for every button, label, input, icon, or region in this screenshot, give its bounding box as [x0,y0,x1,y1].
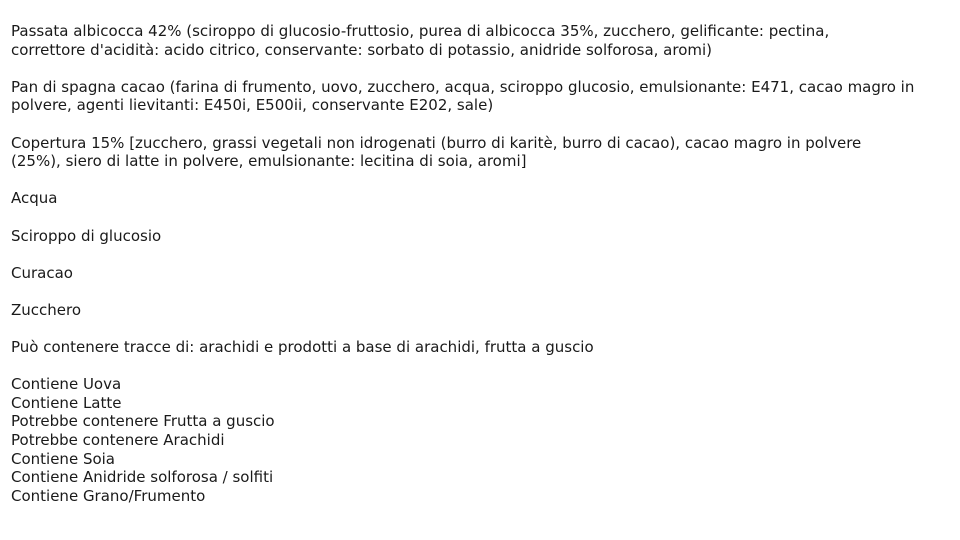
text-line: correttore d'acidità: acido citrico, conservante: sorbato di potassio, anidride solforosa, aromi) [11,40,713,59]
text-line: Zucchero [11,300,82,319]
ingredient-apricot-puree [11,22,951,59]
text-line: Può contenere tracce di: arachidi e prodotti a base di arachidi, frutta a guscio [11,338,594,357]
text-line: Acqua [11,189,58,208]
text-line: Pan di spagna cacao (farina di frumento, uovo, zucchero, acqua, sciroppo glucosio, emulsionante: E471, cacao magro in [11,77,915,96]
ingredient-water [11,189,951,208]
text-line: (25%), siero di latte in polvere, emulsionante: lecitina di soia, aromi] [11,152,527,171]
allergen-item: Contiene Anidride solforosa / solfiti [11,468,274,487]
text-line: Copertura 15% [zucchero, grassi vegetali non idrogenati (burro di karitè, burro di cacao), cacao magro in polvere [11,133,862,152]
text-line: polvere, agenti lievitanti: E450i, E500ii, conservante E202, sale) [11,96,494,115]
allergen-list [11,375,951,505]
may-contain-traces [11,338,951,357]
allergen-item: Contiene Uova [11,375,122,394]
ingredient-sugar [11,301,951,320]
text-line: Passata albicocca 42% (sciroppo di glucosio-fruttosio, purea di albicocca 35%, zucchero, gelificante: pectina, [11,22,830,40]
ingredient-glucose-syrup [11,227,951,246]
ingredient-cocoa-sponge [11,78,951,115]
allergen-item: Potrebbe contenere Arachidi [11,431,225,450]
ingredient-curacao [11,264,951,283]
text-line: Sciroppo di glucosio [11,226,162,245]
allergen-item: Potrebbe contenere Frutta a guscio [11,412,275,431]
allergen-item: Contiene Grano/Frumento [11,486,206,505]
text-line: Curacao [11,263,73,282]
allergen-item: Contiene Latte [11,393,122,412]
ingredient-coating [11,134,951,171]
ingredients-document [11,22,951,505]
allergen-item: Contiene Soia [11,449,115,468]
